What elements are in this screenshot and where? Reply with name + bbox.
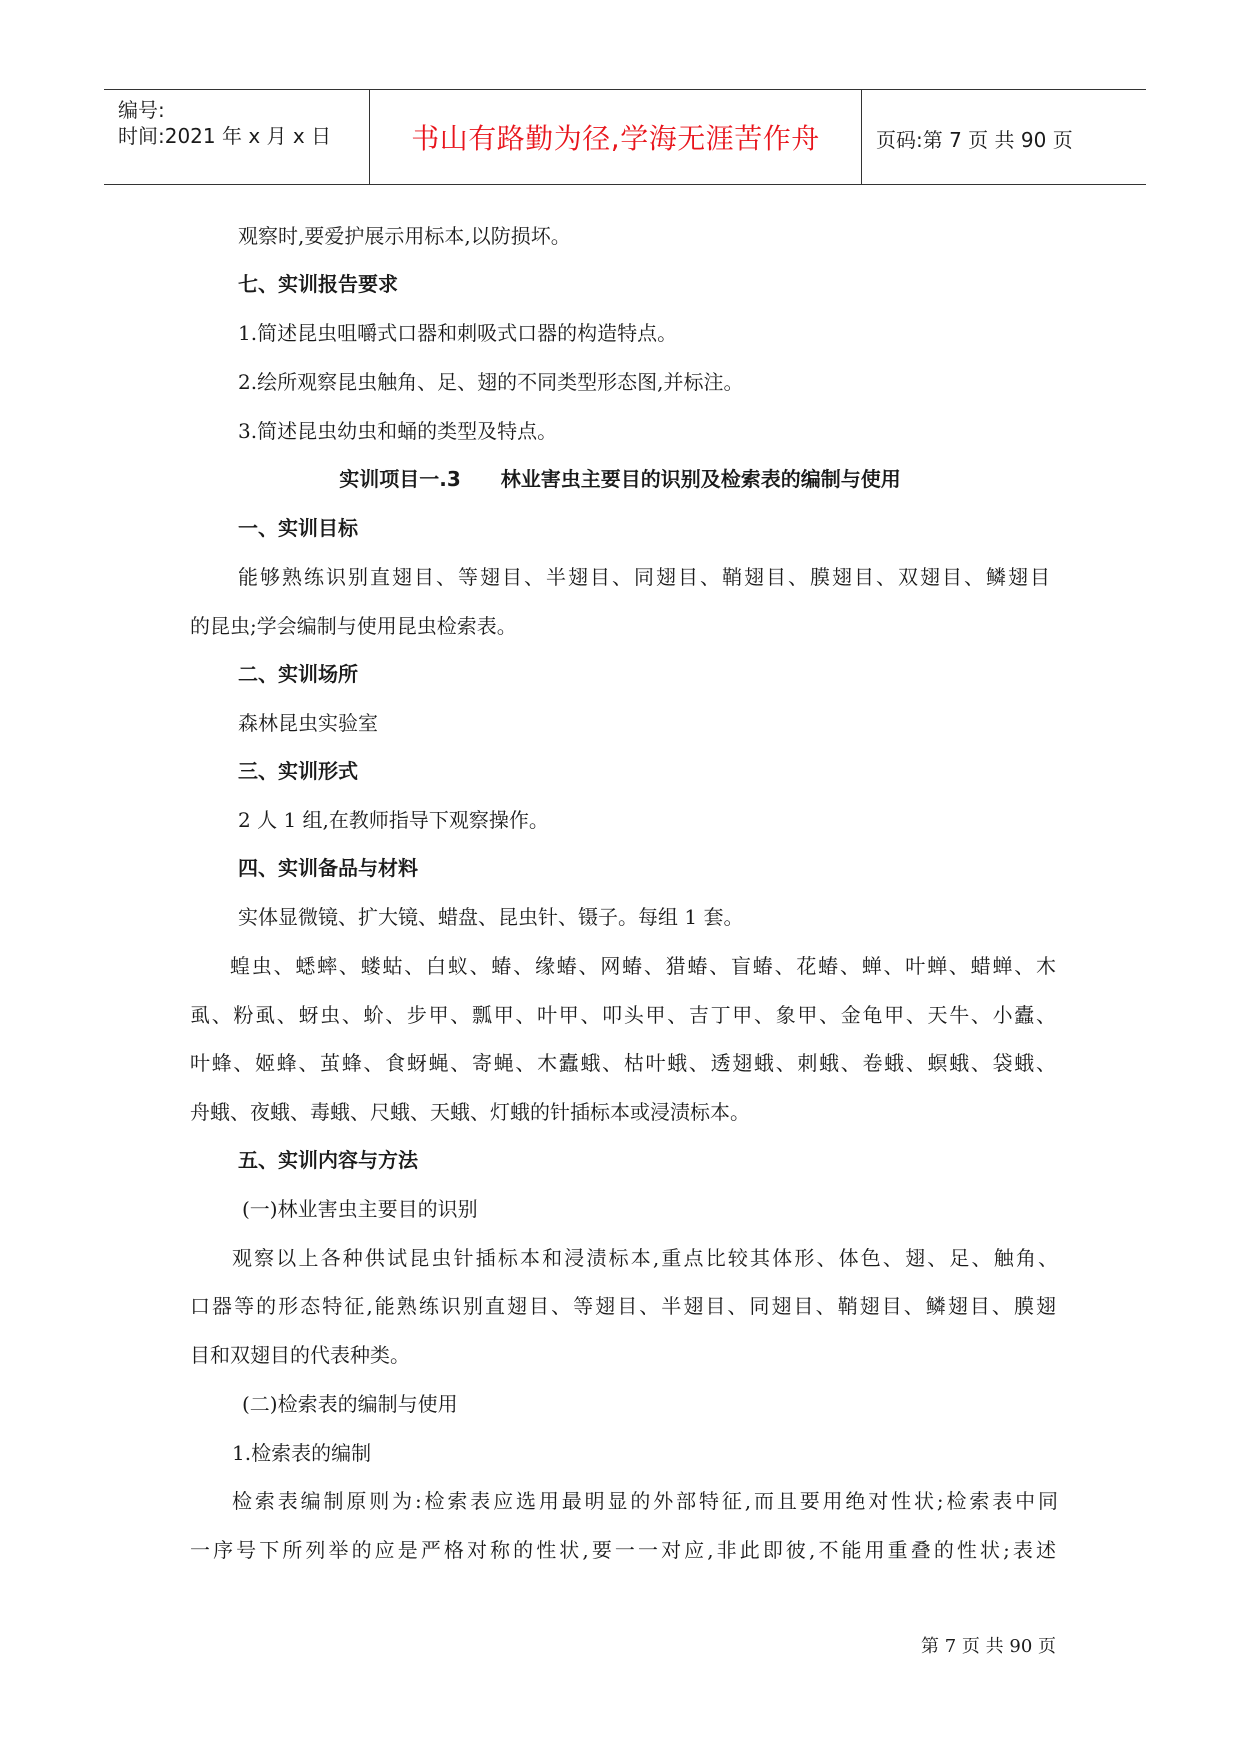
- section-heading: 五、实训内容与方法: [238, 1148, 418, 1172]
- section-heading: 二、实训场所: [238, 662, 358, 686]
- header-motto: 书山有路勤为径,学海无涯苦作舟: [411, 122, 820, 155]
- page-footer: 第 7 页 共 90 页: [921, 1636, 1056, 1657]
- paragraph-line: 检索表编制原则为:检索表应选用最明显的外部特征,而且要用绝对性状;检索表中同: [232, 1489, 1058, 1513]
- list-item: 3.简述昆虫幼虫和蛹的类型及特点。: [238, 419, 558, 443]
- section-heading: 四、实训备品与材料: [238, 856, 418, 880]
- document-time-label: 时间:2021 年 x 月 x 日: [118, 124, 332, 148]
- header-page-cell: [862, 90, 1146, 184]
- header-info-cell: [104, 90, 370, 184]
- paragraph-line: 的昆虫;学会编制与使用昆虫检索表。: [190, 614, 517, 638]
- page-header: [104, 89, 1146, 185]
- paragraph-line: 2 人 1 组,在教师指导下观察操作。: [238, 808, 549, 832]
- section-heading: 七、实训报告要求: [238, 272, 398, 296]
- section-heading: 一、实训目标: [238, 516, 358, 540]
- paragraph-line: 叶蜂、姬蜂、茧蜂、食蚜蝇、寄蝇、木蠹蛾、枯叶蛾、透翅蛾、刺蛾、卷蛾、螟蛾、袋蛾、: [190, 1051, 1056, 1075]
- paragraph-line: 观察时,要爱护展示用标本,以防损坏。: [238, 224, 571, 248]
- list-item: 2.绘所观察昆虫触角、足、翅的不同类型形态图,并标注。: [238, 370, 744, 394]
- paragraph-line: 一序号下所列举的应是严格对称的性状,要一一对应,非此即彼,不能用重叠的性状;表述: [190, 1538, 1056, 1562]
- paragraph-line: 观察以上各种供试昆虫针插标本和浸渍标本,重点比较其体形、体色、翅、足、触角、: [232, 1246, 1058, 1270]
- header-page-code: 页码:第 7 页 共 90 页: [876, 128, 1073, 152]
- paragraph-line: 实体显微镜、扩大镜、蜡盘、昆虫针、镊子。每组 1 套。: [238, 905, 744, 929]
- document-number-label: 编号:: [118, 98, 165, 122]
- paragraph-line: 蝗虫、蟋蟀、蝼蛄、白蚁、蝽、缘蝽、网蝽、猎蝽、盲蝽、花蝽、蝉、叶蝉、蜡蝉、木: [230, 954, 1056, 978]
- subsection-heading: (一)林业害虫主要目的识别: [242, 1197, 478, 1221]
- paragraph-line: 能够熟练识别直翅目、等翅目、半翅目、同翅目、鞘翅目、膜翅目、双翅目、鳞翅目: [238, 565, 1050, 589]
- header-motto-cell: [370, 90, 862, 184]
- project-title: 实训项目一.3 林业害虫主要目的识别及检索表的编制与使用: [339, 467, 901, 491]
- paragraph-line: 虱、粉虱、蚜虫、蚧、步甲、瓢甲、叶甲、叩头甲、吉丁甲、象甲、金龟甲、天牛、小蠹、: [190, 1003, 1056, 1027]
- subsection-heading: 1.检索表的编制: [232, 1441, 372, 1465]
- paragraph-line: 舟蛾、夜蛾、毒蛾、尺蛾、天蛾、灯蛾的针插标本或浸渍标本。: [190, 1100, 750, 1124]
- paragraph-line: 目和双翅目的代表种类。: [190, 1343, 410, 1367]
- subsection-heading: (二)检索表的编制与使用: [242, 1392, 458, 1416]
- paragraph-line: 口器等的形态特征,能熟练识别直翅目、等翅目、半翅目、同翅目、鞘翅目、鳞翅目、膜翅: [190, 1294, 1056, 1318]
- list-item: 1.简述昆虫咀嚼式口器和刺吸式口器的构造特点。: [238, 321, 678, 345]
- paragraph-line: 森林昆虫实验室: [238, 711, 378, 735]
- section-heading: 三、实训形式: [238, 759, 358, 783]
